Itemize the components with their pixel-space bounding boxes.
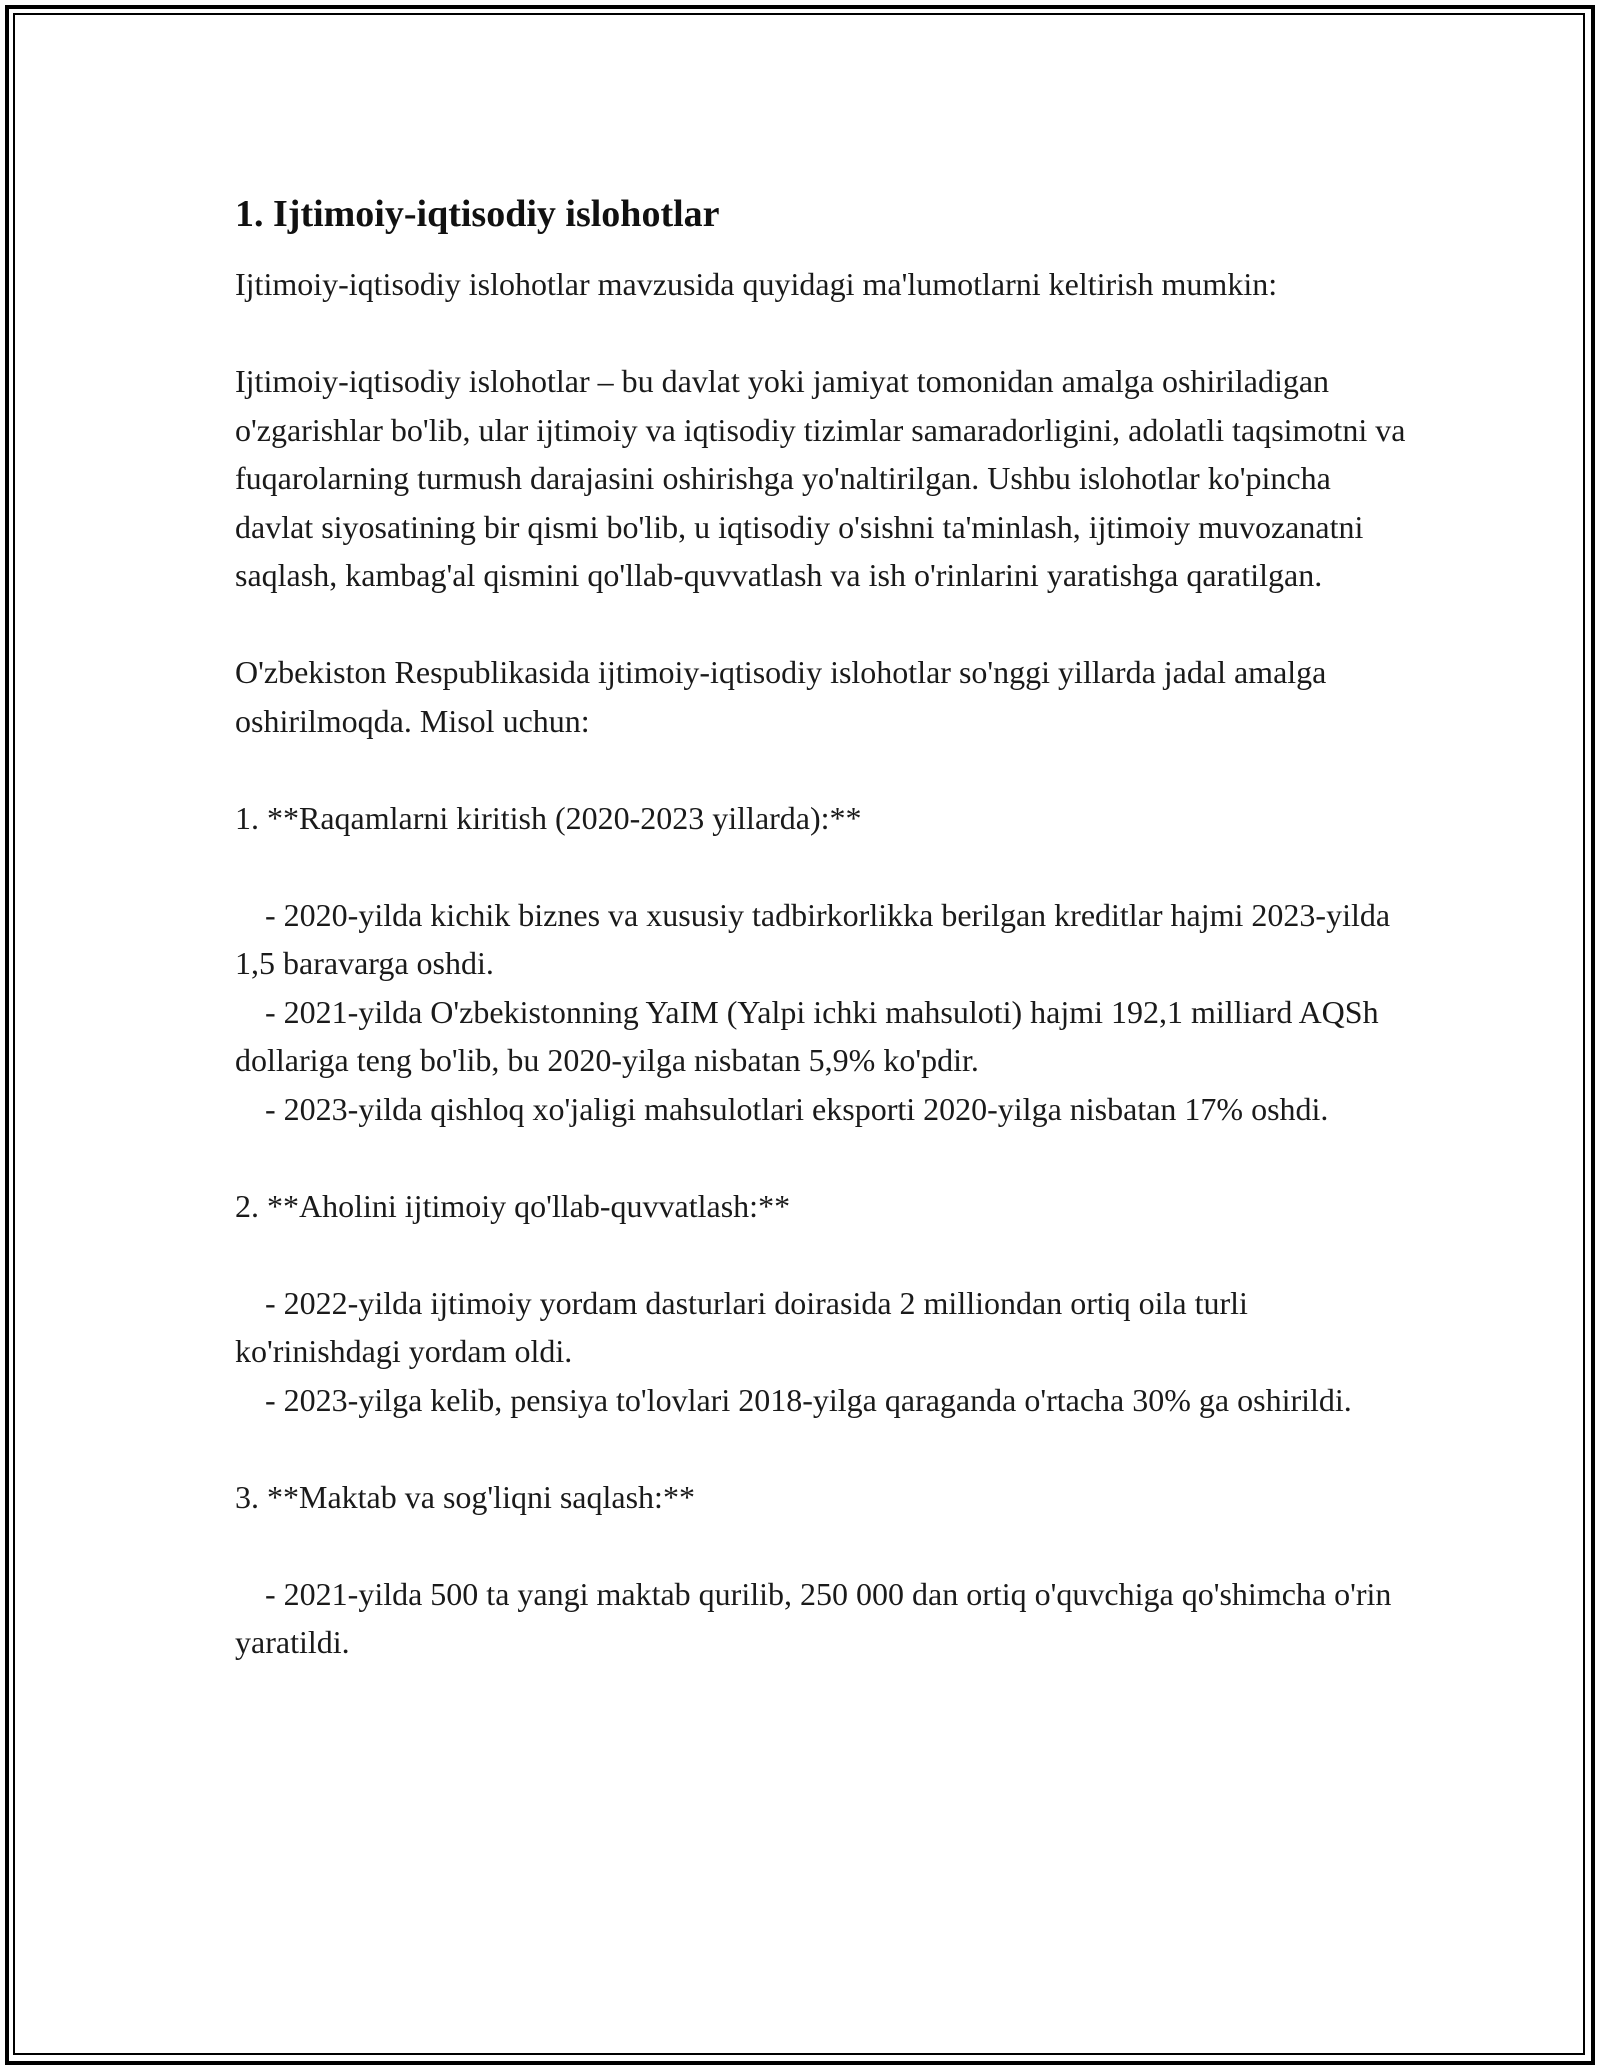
paragraph-gap: [235, 1230, 1415, 1279]
list-item: [235, 1279, 1415, 1376]
definition-paragraph: Ijtimoiy-iqtisodiy islohotlar – bu davlat yoki jamiyat tomonidan amalga oshiriladigan o'zgarishlar bo'lib, ular ijtimoiy va iqtisodiy tizimlar samaradorligini, adolatli taqsimotni va fuqarolarning turmush darajasini oshirishga yo'naltirilgan. Ushbu islohotlar ko'pincha davlat siyosatining bir qismi bo'lib, u iqtisodiy o'sishni ta'minlash, ijtimoiy muvozanatni saqlash, kambag'al qismini qo'llab-quvvatlash va ish o'rinlarini yaratishga qaratilgan.: [235, 363, 1414, 593]
uzbekistan-intro-paragraph: O'zbekiston Respublikasida ijtimoiy-iqtisodiy islohotlar so'nggi yillarda jadal amalga oshirilmoqda. Misol uchun:: [235, 654, 1335, 739]
paragraph-gap: [235, 745, 1415, 794]
list-section-title: 2. **Aholini ijtimoiy qo'llab-quvvatlash:**: [235, 1187, 791, 1224]
list-section-title: 3. **Maktab va sog'liqni saqlash:**: [235, 1478, 695, 1515]
paragraph-gap: [235, 1133, 1415, 1182]
list-item: [235, 1085, 1415, 1134]
list-item-text: - 2023-yilda qishloq xo'jaligi mahsulotlari eksporti 2020-yilga nisbatan 17% oshdi.: [265, 1090, 1329, 1127]
paragraph-gap: [235, 600, 1415, 649]
list-item-text: - 2021-yilda 500 ta yangi maktab qurilib, 250 000 dan ortiq o'quvchiga qo'shimcha o'rin yaratildi.: [235, 1575, 1400, 1660]
intro-paragraph: Ijtimoiy-iqtisodiy islohotlar mavzusida quyidagi ma'lumotlarni keltirish mumkin:: [235, 266, 1278, 302]
paragraph-gap: [235, 309, 1415, 358]
paragraph-gap: [235, 1521, 1415, 1570]
paragraph-gap: [235, 842, 1415, 891]
list-item: [235, 988, 1415, 1085]
list-section-title: 1. **Raqamlarni kiritish (2020-2023 yillarda):**: [235, 799, 862, 836]
list-item-text: - 2023-yilga kelib, pensiya to'lovlari 2018-yilga qaraganda o'rtacha 30% ga oshirildi.: [265, 1381, 1352, 1418]
list-item: [235, 1570, 1415, 1667]
list-item-text: - 2022-yilda ijtimoiy yordam dasturlari doirasida 2 milliondan ortiq oila turli ko'rinishdagi yordam oldi.: [235, 1284, 1256, 1369]
list-item-text: - 2021-yilda O'zbekistonning YaIM (Yalpi ichki mahsuloti) hajmi 192,1 milliard AQSh dollariga teng bo'lib, bu 2020-yilga nisbatan 5,9% ko'pdir.: [235, 993, 1387, 1078]
list-item: [235, 891, 1415, 988]
paragraph-gap: [235, 1424, 1415, 1473]
section-heading: 1. Ijtimoiy-iqtisodiy islohotlar: [235, 193, 720, 235]
list-item: [235, 1376, 1415, 1425]
list-item-text: - 2020-yilda kichik biznes va xususiy tadbirkorlikka berilgan kreditlar hajmi 2023-yilda 1,5 baravarga oshdi.: [235, 896, 1399, 981]
document-body: [235, 190, 1415, 1667]
